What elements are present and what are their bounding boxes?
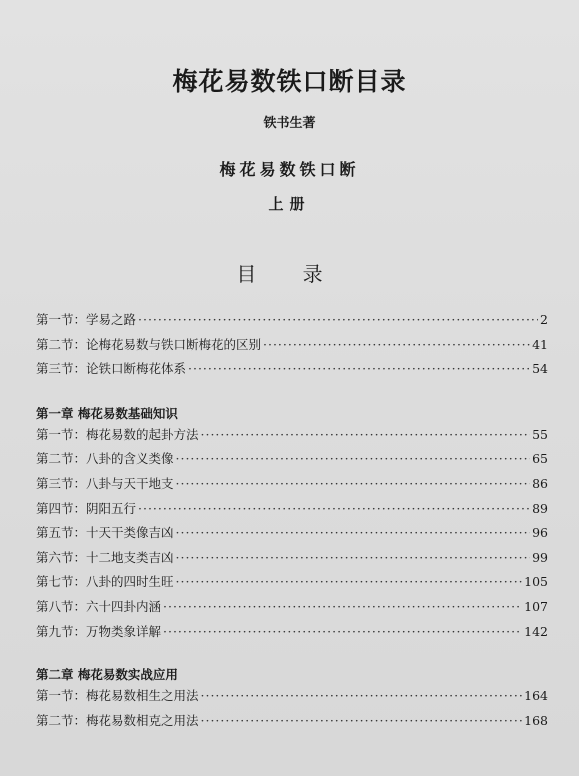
toc-entry-page: 65 [532,451,548,467]
toc-entry [36,335,548,360]
toc-entry-label: 第二节：论梅花易数与铁口断梅花的区别 [36,336,262,352]
toc-entry [36,548,548,573]
dot-leader [176,525,531,540]
toc-entry-page: 164 [524,688,548,704]
volume-label: 上册 [268,195,311,213]
author-line: 铁书生著 [263,116,316,131]
toc-entry-label: 第一节：梅花易数的起卦方法 [36,426,199,442]
toc-entry-page: 168 [524,712,548,728]
spacer [36,384,548,401]
toc-entry-label: 第八节：六十四卦内涵 [36,598,162,614]
toc-entry [36,597,548,622]
toc-entry-page: 41 [532,336,548,352]
toc-heading: 目 录 [236,262,343,286]
toc-entry [36,449,548,474]
toc-entry [36,622,548,647]
toc-entry-page: 99 [532,549,548,565]
toc-entry-label: 第四节：阴阳五行 [36,500,137,516]
toc-entry [36,474,548,499]
dot-leader [176,574,523,589]
toc-entry-label: 第七节：八卦的四时生旺 [36,574,174,590]
toc-entry-page: 107 [524,598,548,614]
spacer [36,646,548,662]
toc-entry-label: 第一节：梅花易数相生之用法 [36,688,199,704]
document-title: 梅花易数铁口断目录 [172,67,407,96]
toc-entry-label: 第五节：十天干类像吉凶 [36,525,174,541]
toc-entry-label: 第三节：八卦与天干地支 [36,475,174,491]
toc-entry [36,572,548,597]
toc-entry-label: 第九节：万物类象详解 [36,623,162,639]
toc-entry [36,499,548,524]
toc-entry-page: 54 [532,361,548,377]
toc-entry-label: 第二节：八卦的含义类像 [36,451,174,467]
toc-entry-page: 105 [524,574,548,590]
dot-leader [163,599,522,614]
dot-leader [176,451,531,466]
dot-leader [163,624,522,639]
toc-entry-page: 142 [524,623,548,639]
toc-entry-label: 第二节：梅花易数相克之用法 [36,712,199,728]
toc-entry-page: 2 [540,312,548,327]
dot-leader [188,361,530,376]
toc-entry-label: 第六节：十二地支类吉凶 [36,549,174,565]
dot-leader [263,337,530,352]
toc-entry [36,523,548,548]
dot-leader [176,550,531,565]
dot-leader [176,476,531,491]
toc-entry-page: 96 [532,525,548,541]
toc-entry-page: 55 [532,426,548,442]
toc-entry-page: 86 [532,475,548,491]
dot-leader [201,713,523,728]
dot-leader [138,312,538,327]
chapter-heading: 第二章 梅花易数实战应用 [36,667,178,683]
table-of-contents [36,310,548,735]
toc-entry-page: 89 [532,500,548,516]
toc-entry [36,359,548,384]
book-subtitle: 梅花易数铁口断 [219,160,360,179]
toc-entry [36,711,548,736]
dot-leader [201,688,523,703]
toc-entry [36,310,548,335]
toc-entry [36,425,548,450]
toc-entry [36,686,548,711]
toc-entry-label: 第三节：论铁口断梅花体系 [36,361,187,377]
dot-leader [138,501,530,516]
dot-leader [201,427,531,442]
chapter-heading: 第一章 梅花易数基础知识 [36,405,178,421]
toc-entry-label: 第一节：学易之路 [36,312,137,327]
